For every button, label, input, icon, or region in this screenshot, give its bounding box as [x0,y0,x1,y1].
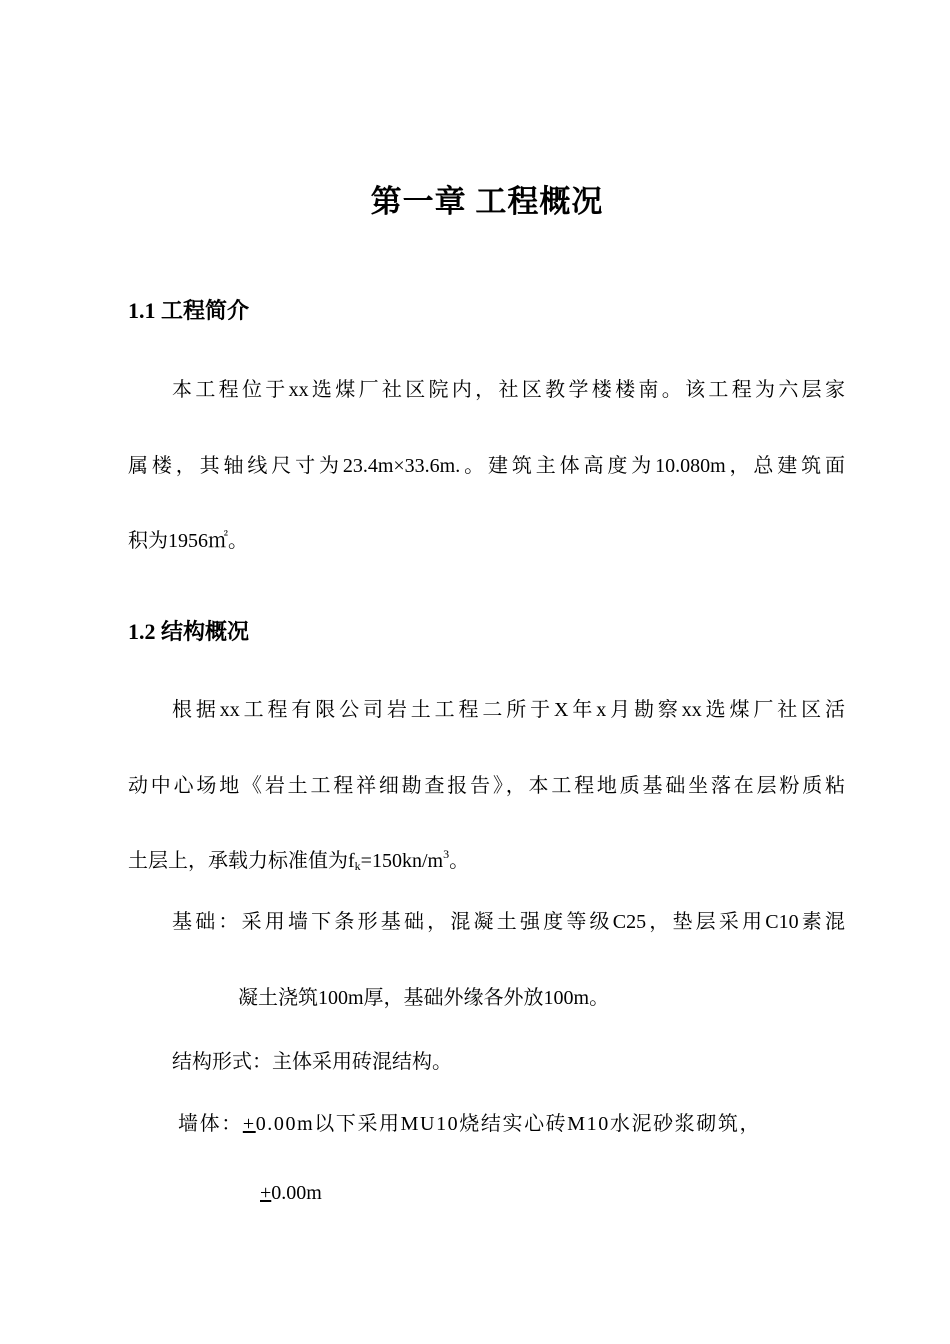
bearing-subscript: k [354,859,361,873]
bearing-suffix: 。 [449,850,470,872]
wall-line [178,1107,761,1136]
bearing-capacity-line [128,844,469,874]
paragraph-line: 根据xx工程有限公司岩土工程二所于X年x月勘察xx选煤厂社区活 [172,699,845,721]
section-heading-1-2: 1.2 结构概况 [128,619,250,644]
bearing-superscript: 3 [443,847,450,861]
paragraph-line: 动中心场地《岩土工程祥细勘查报告》，本工程地质基础坐落在层粉质粘 [128,775,845,797]
paragraph-line: 积为1956㎡。 [128,530,248,552]
paragraph-line: 本工程位于xx选煤厂社区院内，社区教学楼楼南。该工程为六层家 [172,379,845,401]
wall-line-continued [260,1182,322,1205]
foundation-line-continued: 凝土浇筑100m厚，基础外缘各外放100m。 [238,987,610,1009]
bearing-value: =150kn/m [360,850,444,872]
wall-text: 0.00m [271,1182,322,1204]
plus-minus-sign: + [242,1113,256,1135]
wall-label: 墙体： [178,1113,243,1135]
structure-form-line: 结构形式：主体采用砖混结构。 [172,1051,452,1073]
bearing-prefix: 土层上，承载力标准值为f [128,850,355,872]
foundation-line: 基础：采用墙下条形基础，混凝土强度等级C25，垫层采用C10素混 [172,911,845,933]
chapter-title: 第一章 工程概况 [370,184,604,219]
wall-text: 0.00m以下采用MU10烧结实心砖M10水泥砂浆砌筑， [255,1113,762,1135]
section-heading-1-1: 1.1 工程简介 [128,298,250,323]
paragraph-line: 属楼，其轴线尺寸为23.4m×33.6m.。建筑主体高度为10.080m，总建筑面 [128,455,845,477]
plus-minus-sign: + [260,1182,272,1204]
